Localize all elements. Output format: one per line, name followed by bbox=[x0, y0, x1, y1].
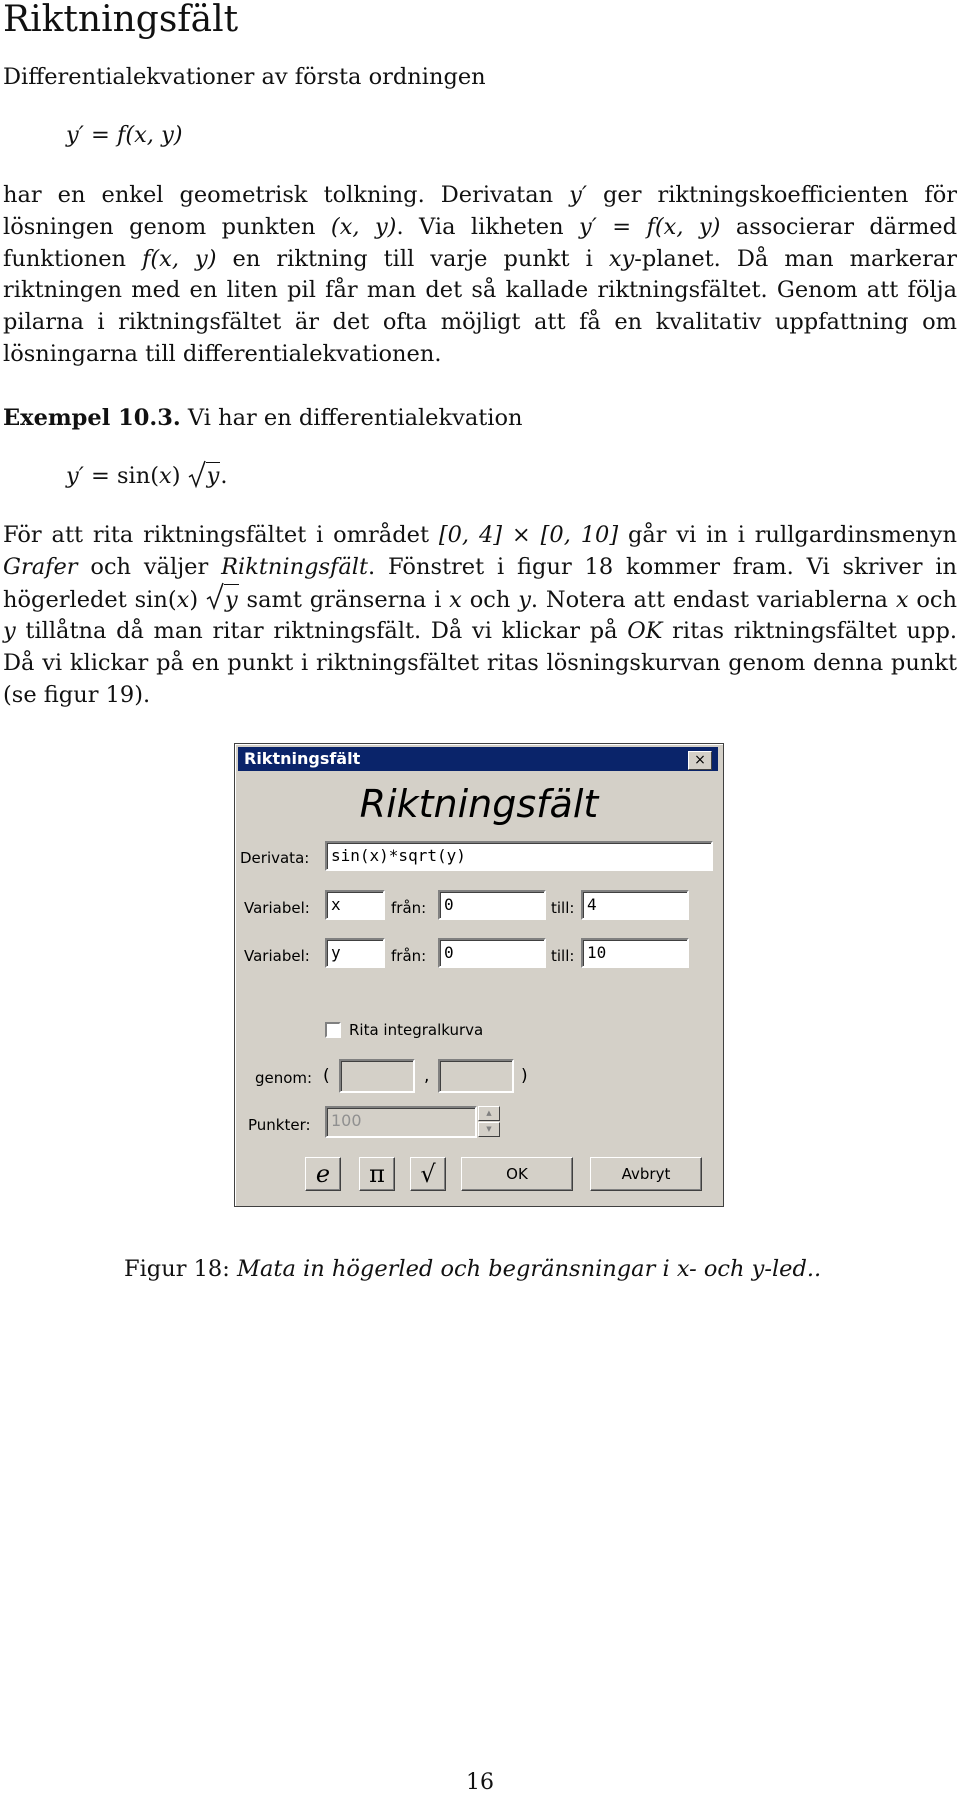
p2-text-7: . Notera att endast variablerna bbox=[530, 586, 896, 613]
paren-close: ) bbox=[521, 1066, 528, 1086]
p2-radicand: y bbox=[224, 584, 239, 617]
page-number: 16 bbox=[466, 1770, 494, 1795]
p2-emph-ok: OK bbox=[627, 618, 663, 645]
example-heading bbox=[3, 403, 957, 435]
p2-text-1: För att rita riktningsfältet i området bbox=[3, 522, 439, 548]
p2-text-5: samt gränserna i bbox=[238, 586, 450, 613]
radical-sign-icon bbox=[206, 582, 224, 612]
p1-text-3: . Via likheten bbox=[396, 213, 580, 240]
variabel1-label: Variabel: bbox=[244, 899, 310, 917]
derivata-input[interactable]: sin(x)*sqrt(y) bbox=[325, 841, 713, 871]
p1-math-2: (x, y) bbox=[330, 213, 397, 240]
down-arrow-icon: ▼ bbox=[486, 1125, 492, 1133]
p1-text-4: associerar därmed funktionen bbox=[3, 213, 958, 272]
from1-input[interactable]: 0 bbox=[438, 890, 546, 920]
p1-text-2: ger riktningskoefficienten för lösningen genom punkten bbox=[3, 182, 958, 240]
spin-up-button[interactable] bbox=[478, 1106, 500, 1121]
example-text: Vi har en differentialekvation bbox=[180, 405, 523, 431]
figure-caption bbox=[124, 1256, 821, 1282]
paragraph-1 bbox=[3, 180, 957, 371]
p2-text-4: . Fönstret i figur 18 kommer fram. Vi skriver in högerledet bbox=[3, 553, 957, 613]
p2-emph-riktningsfalt: Riktningsfält bbox=[221, 553, 369, 580]
equation-2 bbox=[66, 462, 228, 489]
ok-button[interactable]: OK bbox=[461, 1157, 573, 1191]
variabel2-input[interactable]: y bbox=[325, 938, 385, 968]
from1-label: från: bbox=[391, 899, 427, 917]
p1-math-3: y′ = f(x, y) bbox=[579, 213, 721, 240]
genom-label: genom: bbox=[255, 1069, 313, 1087]
p1-text-1: har en enkel geometrisk tolkning. Derivatan bbox=[3, 182, 570, 208]
p1-text-5: en riktning till varje punkt i bbox=[216, 245, 609, 272]
p2-math-1: [0, 4] × [0, 10] bbox=[438, 522, 619, 548]
p2-text-6: och bbox=[461, 586, 519, 613]
sqrt-button[interactable]: √ bbox=[410, 1157, 446, 1191]
dialog-titlebar[interactable] bbox=[238, 747, 718, 771]
to2-input[interactable]: 10 bbox=[581, 938, 689, 968]
p2-text-3: och väljer bbox=[77, 553, 222, 580]
to1-label: till: bbox=[551, 899, 575, 917]
p2-arg: x bbox=[176, 586, 190, 613]
eq2-end: . bbox=[220, 463, 228, 489]
paren-open: ( bbox=[323, 1066, 330, 1086]
p2-text-9: tillåtna då man ritar riktningsfält. Då vi klickar på bbox=[15, 618, 628, 645]
p2-math-3: y bbox=[518, 586, 531, 613]
eq1-lhs: y′ bbox=[66, 122, 84, 148]
p2-math-4: x bbox=[895, 586, 909, 613]
punkter-input[interactable]: 100 bbox=[325, 1106, 477, 1138]
eq2-fn: sin( bbox=[117, 463, 160, 489]
from2-label: från: bbox=[391, 947, 427, 965]
from2-input[interactable]: 0 bbox=[438, 938, 546, 968]
p2-emph-grafer: Grafer bbox=[3, 553, 78, 580]
up-arrow-icon: ▲ bbox=[486, 1109, 492, 1117]
riktningsfalt-dialog bbox=[234, 743, 724, 1207]
p2-fn: sin( bbox=[134, 586, 177, 613]
p1-math-1: y′ bbox=[569, 182, 587, 208]
section-title: Riktningsfält bbox=[3, 0, 239, 40]
variabel1-input[interactable]: x bbox=[325, 890, 385, 920]
eq2-lhs: y′ bbox=[66, 463, 84, 489]
rita-integralkurva-label: Rita integralkurva bbox=[349, 1021, 484, 1039]
p1-math-5: xy bbox=[608, 245, 635, 272]
eq2-equals: = bbox=[83, 463, 117, 489]
dialog-title: Riktningsfält bbox=[244, 749, 361, 768]
eq1-rhs: f(x, y) bbox=[117, 122, 183, 148]
p2-text-2: går vi in i rullgardinsmenyn bbox=[618, 522, 957, 548]
variabel2-label: Variabel: bbox=[244, 947, 310, 965]
example-label: Exempel 10.3. bbox=[3, 405, 181, 431]
p2-math-2: x bbox=[449, 586, 462, 613]
p2-text-8: och bbox=[908, 586, 957, 613]
p2-sqrt bbox=[206, 584, 239, 617]
radical-sign-icon bbox=[188, 460, 206, 490]
eq2-arg: x bbox=[159, 463, 172, 489]
p2-close: ) bbox=[189, 586, 199, 613]
equation-1 bbox=[66, 122, 183, 148]
p2-math-5: y bbox=[3, 618, 16, 645]
pi-button[interactable]: π bbox=[359, 1157, 395, 1191]
punkter-label: Punkter: bbox=[248, 1116, 311, 1134]
avbryt-button[interactable]: Avbryt bbox=[590, 1157, 702, 1191]
p1-math-4: f(x, y) bbox=[142, 245, 217, 272]
rita-integralkurva-checkbox[interactable] bbox=[325, 1022, 341, 1038]
comma: , bbox=[424, 1066, 430, 1086]
close-button[interactable] bbox=[688, 751, 712, 770]
eq2-sqrt bbox=[188, 462, 221, 489]
to2-label: till: bbox=[551, 947, 575, 965]
to1-input[interactable]: 4 bbox=[581, 890, 689, 920]
caption-text: Mata in högerled och begränsningar i x- och y-led.. bbox=[236, 1255, 822, 1282]
caption-prefix: Figur 18: bbox=[124, 1255, 237, 1282]
paragraph-2 bbox=[3, 520, 957, 712]
genom-y-input[interactable] bbox=[438, 1059, 514, 1093]
e-button[interactable]: e bbox=[305, 1157, 341, 1191]
close-icon: × bbox=[694, 752, 706, 768]
eq2-radicand: y bbox=[206, 463, 220, 489]
eq1-equals: = bbox=[83, 122, 117, 148]
p1-text-6: -planet. Då man markerar riktningen med en liten pil får man det så kallade riktningsfältet. Genom att följa pilarna i riktningsfältet är det ofta möjligt att få en kvalitativ uppfattning om lösningarna till differentialekvationen. bbox=[3, 245, 957, 367]
dialog-heading: Riktningsfält bbox=[359, 782, 599, 826]
eq2-close: ) bbox=[171, 463, 181, 489]
spin-down-button[interactable] bbox=[478, 1122, 500, 1137]
p2-text-10: ritas riktningsfältet upp. Då vi klickar på en punkt i riktningsfältet ritas lösningskurvan genom denna punkt (se figur 19). bbox=[3, 618, 957, 708]
derivata-label: Derivata: bbox=[240, 849, 310, 867]
intro-text: Differentialekvationer av första ordningen bbox=[3, 64, 486, 90]
genom-x-input[interactable] bbox=[339, 1059, 415, 1093]
